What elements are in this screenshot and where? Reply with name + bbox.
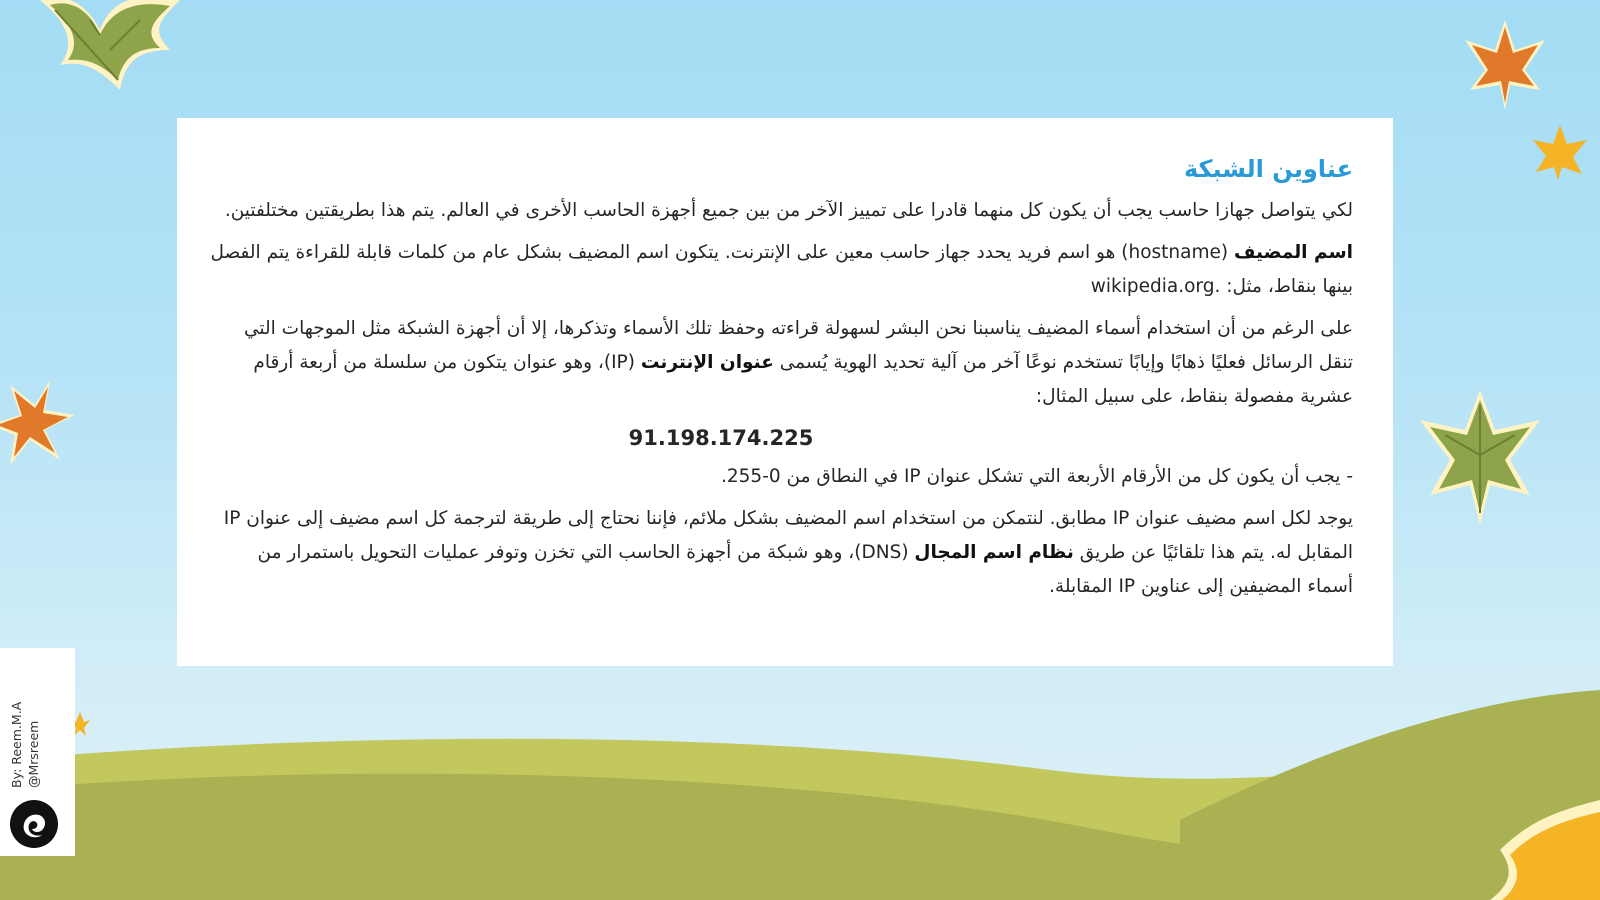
yellow-leaf-bottom-right xyxy=(1480,790,1600,900)
ip-address-example: 91.198.174.225 xyxy=(628,426,814,450)
ip-text-1: على الرغم من أن استخدام أسماء المضيف يناسبنا نحن البشر لسهولة قراءته وحفظ تلك الأسماء وتذكرها، إلا أن أجهزة الشبكة مثل الموجهات التي تنقل الرسائل فعليًا ذهابًا وإيابًا تستخدم نوعًا آخر من آلية تحديد الهوية يُسمى xyxy=(244,318,1353,373)
dns-term: نظام اسم المجال xyxy=(914,542,1074,563)
green-leaf-right xyxy=(1415,385,1545,535)
hostname-paragraph xyxy=(209,236,1353,304)
hostname-example: wikipedia.org. xyxy=(1090,276,1221,297)
yellow-leaf-right xyxy=(1530,122,1590,182)
credit-handle: @Mrsreem xyxy=(26,720,41,788)
author-credit xyxy=(0,648,75,856)
dns-text-2: (DNS)، وهو شبكة من أجهزة الحاسب التي تخزن وتوفر عمليات التحويل باستمرار من أسماء المضيفين إلى عناوين IP المقابلة. xyxy=(257,542,1353,597)
dns-text-1: يوجد لكل اسم مضيف عنوان IP مطابق. لنتمكن من استخدام اسم المضيف بشكل ملائم، فإننا نحتاج إلى طريقة لترجمة كل اسم مضيف إلى عنوان IP المقابل له. يتم هذا تلقائيًا عن طريق xyxy=(223,508,1353,563)
orange-leaf-top-right xyxy=(1460,15,1550,115)
dns-paragraph xyxy=(209,502,1353,604)
ip-text-2: (IP)، وهو عنوان يتكون من سلسلة من أربعة أرقام عشرية مفصولة بنقاط، على سبيل المثال: xyxy=(253,352,1353,407)
ip-range-note: - يجب أن يكون كل من الأرقام الأربعة التي تشكل عنوان IP في النطاق من 0-255. xyxy=(720,466,1353,487)
green-leaf-top-left xyxy=(30,0,210,110)
ip-paragraph xyxy=(209,312,1353,414)
content-card xyxy=(177,118,1393,666)
logo-icon xyxy=(10,800,58,848)
orange-leaf-left xyxy=(0,375,80,475)
hostname-text: هو اسم فريد يحدد جهاز حاسب معين على الإنترنت. يتكون اسم المضيف بشكل عام من كلمات قابلة للقراءة يتم الفصل بينها بنقاط، مثل: xyxy=(210,242,1353,297)
ip-term: عنوان الإنترنت xyxy=(640,352,774,373)
card-text xyxy=(209,154,1353,612)
hostname-term: اسم المضيف xyxy=(1234,242,1353,263)
credit-author: By: Reem.M.A xyxy=(9,701,24,788)
intro-paragraph: لكي يتواصل جهازا حاسب يجب أن يكون كل منهما قادرا على تمييز الآخر من بين جميع أجهزة الحاسب الأخرى في العالم. يتم هذا بطريقتين مختلفتين. xyxy=(224,200,1353,221)
section-heading: عناوين الشبكة xyxy=(1183,155,1353,183)
hostname-english: (hostname) xyxy=(1121,242,1229,263)
credit-text xyxy=(8,668,42,788)
